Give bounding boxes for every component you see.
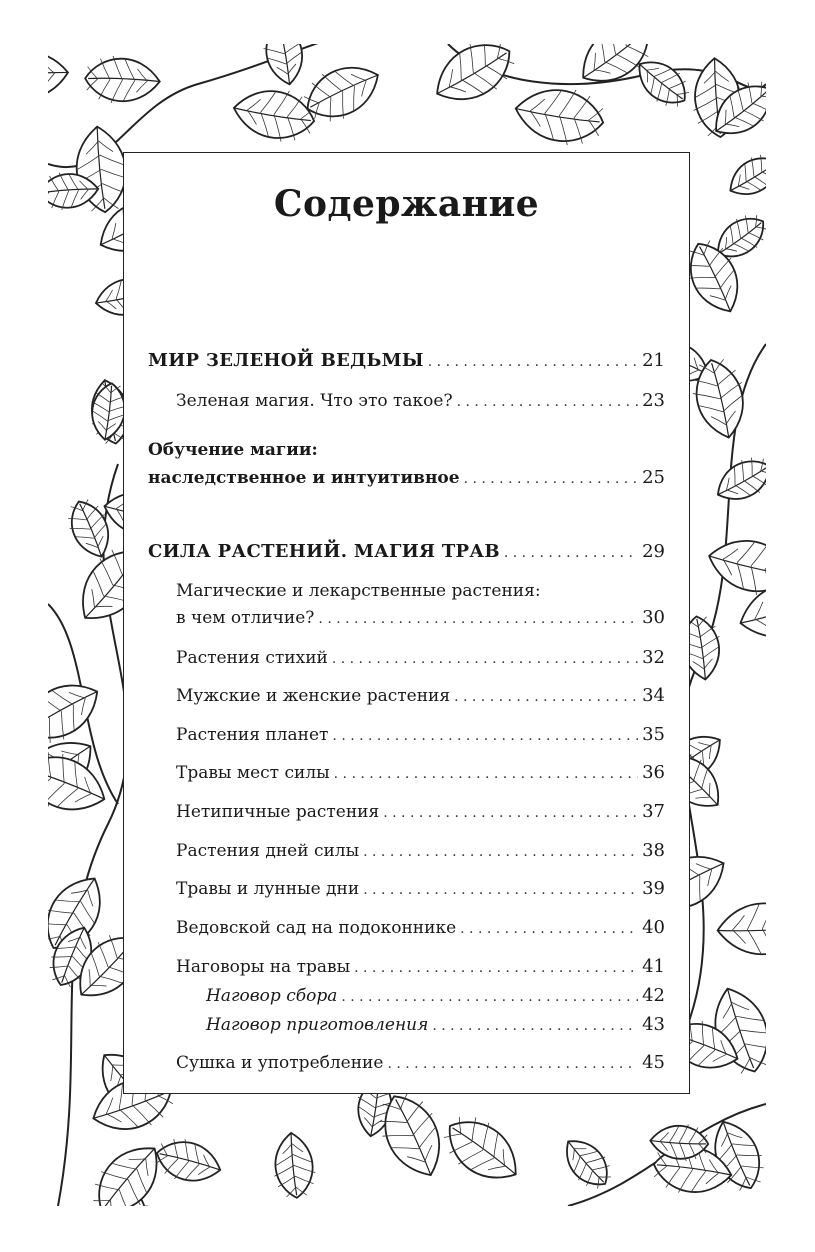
dot-leader — [504, 540, 638, 566]
toc-entry-title: в чем отличие? — [176, 608, 315, 628]
toc-entry[interactable] — [176, 683, 665, 710]
toc-entry-page: 39 — [642, 878, 665, 899]
toc-entry-title: Растения дней силы — [176, 841, 360, 861]
dot-leader — [464, 466, 639, 492]
toc-entry-title: Мужские и женские растения — [176, 686, 451, 706]
toc-entry-title: Наговоры на травы — [176, 957, 351, 977]
dot-leader — [383, 800, 638, 826]
dot-leader — [387, 1051, 638, 1077]
toc-entry[interactable] — [176, 876, 665, 903]
dot-leader — [341, 984, 638, 1010]
dot-leader — [318, 606, 638, 632]
toc-entry-page: 43 — [642, 1014, 665, 1035]
toc-entry-first-line: Магические и лекарственные растения: — [176, 581, 541, 601]
dot-leader — [457, 389, 639, 415]
toc-entry[interactable] — [206, 983, 665, 1010]
dot-leader — [460, 916, 638, 942]
toc-entry-page: 35 — [642, 724, 665, 745]
toc-entry[interactable] — [206, 1012, 665, 1039]
toc-entry[interactable] — [176, 915, 665, 942]
toc-entry-page: 34 — [642, 685, 665, 706]
dot-leader — [332, 646, 638, 672]
dot-leader — [428, 349, 638, 375]
toc-entry-title: Нетипичные растения — [176, 802, 380, 822]
toc-entry[interactable] — [176, 388, 665, 415]
toc-entry-title: Травы и лунные дни — [176, 879, 360, 899]
toc-entry-title: Сушка и употребление — [176, 1053, 384, 1073]
toc-entry[interactable] — [176, 605, 665, 632]
toc-panel — [123, 152, 690, 1094]
dot-leader — [354, 955, 638, 981]
toc-entry-title: СИЛА РАСТЕНИЙ. МАГИЯ ТРАВ — [148, 541, 500, 562]
dot-leader — [332, 723, 638, 749]
page-title: Содержание — [273, 183, 540, 225]
toc-entry[interactable] — [148, 465, 665, 492]
toc-entry[interactable] — [176, 760, 665, 787]
toc-entry[interactable] — [176, 645, 665, 672]
toc-entry-title: Зеленая магия. Что это такое? — [176, 391, 453, 411]
toc-entry[interactable] — [176, 954, 665, 981]
toc-entry-title: Наговор приготовления — [206, 1015, 429, 1035]
toc-entry[interactable] — [176, 799, 665, 826]
toc-entry-page: 42 — [642, 985, 665, 1006]
dot-leader — [454, 684, 638, 710]
toc-entry-page: 23 — [642, 390, 665, 411]
toc-entry-page: 36 — [642, 762, 665, 783]
toc-entry-page: 25 — [642, 467, 665, 488]
dot-leader — [334, 761, 638, 787]
toc-entry[interactable] — [176, 722, 665, 749]
toc-entry-page: 45 — [642, 1052, 665, 1073]
toc-entry-page: 41 — [642, 956, 665, 977]
toc-entry[interactable] — [176, 838, 665, 865]
toc-entry-page: 40 — [642, 917, 665, 938]
dot-leader — [363, 877, 638, 903]
toc-entry-page: 32 — [642, 647, 665, 668]
dot-leader — [363, 839, 638, 865]
toc-entry-title: Растения стихий — [176, 648, 328, 668]
toc-entry[interactable] — [148, 348, 665, 375]
toc-entry-page: 38 — [642, 840, 665, 861]
toc-entry-title: наследственное и интуитивное — [148, 468, 460, 488]
toc-entry-first-line: Обучение магии: — [148, 440, 318, 460]
toc-entry-title: МИР ЗЕЛЕНОЙ ВЕДЬМЫ — [148, 350, 424, 371]
toc-entry-title: Растения планет — [176, 725, 329, 745]
toc-entry[interactable] — [176, 1050, 665, 1077]
toc-entry[interactable] — [148, 539, 665, 566]
toc-entry-page: 30 — [642, 607, 665, 628]
toc-entry-title: Травы мест силы — [176, 763, 330, 783]
dot-leader — [432, 1013, 638, 1039]
toc-entry-page: 37 — [642, 801, 665, 822]
toc-entry-title: Ведовской сад на подоконнике — [176, 918, 457, 938]
toc-entry-title: Наговор сбора — [206, 986, 338, 1006]
toc-entry-page: 21 — [642, 350, 665, 371]
toc-entry-page: 29 — [642, 541, 665, 562]
